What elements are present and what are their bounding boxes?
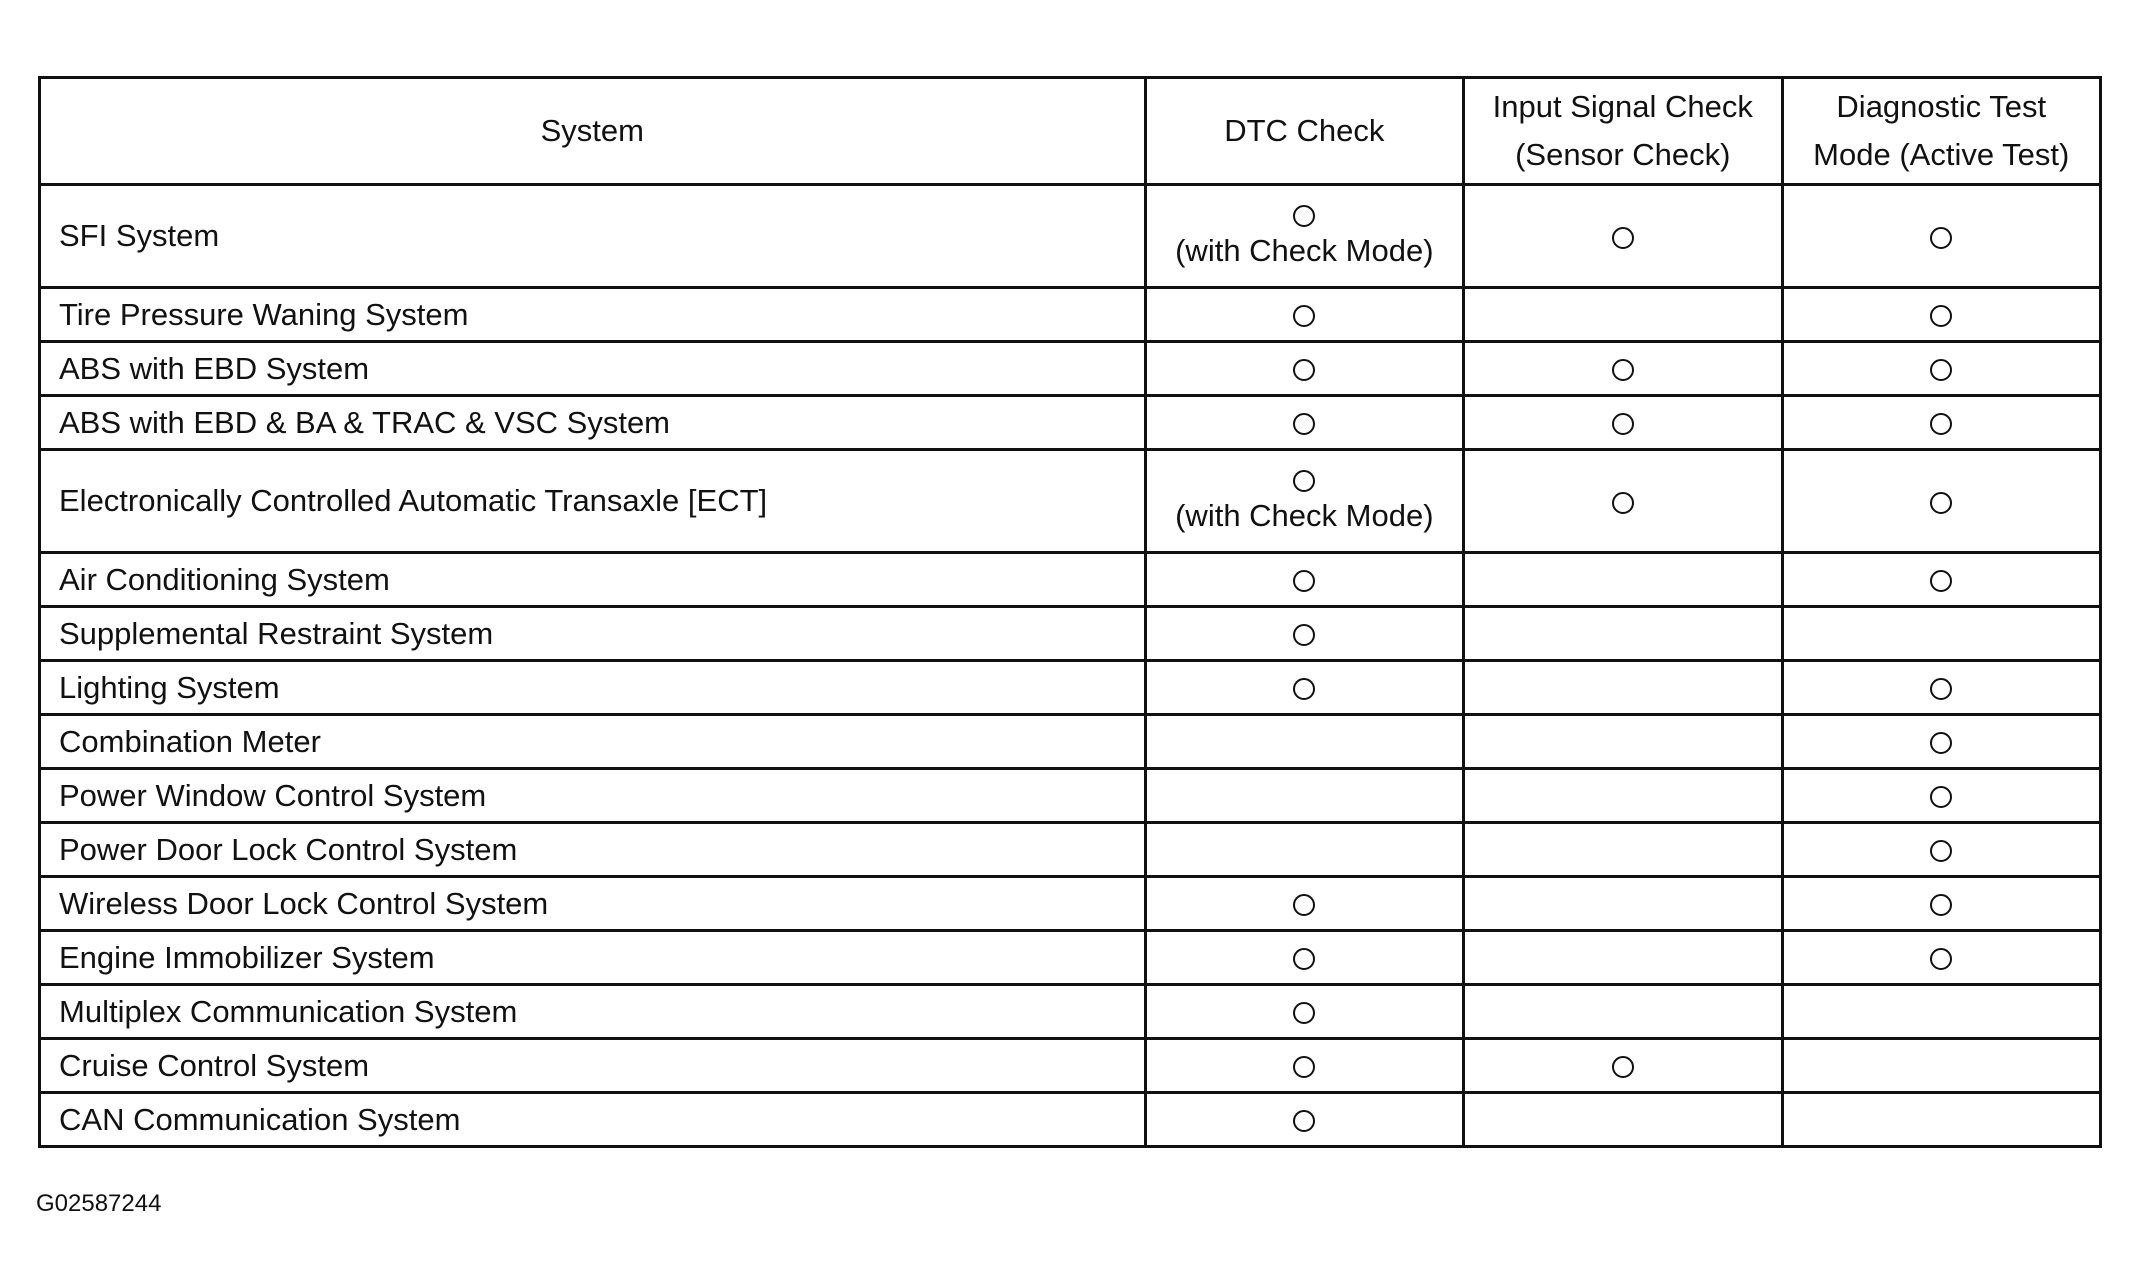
circle-mark-icon xyxy=(1930,570,1952,592)
diagnostic-test-cell xyxy=(1782,715,2101,769)
table-row xyxy=(40,931,2101,985)
circle-mark-icon xyxy=(1930,359,1952,381)
supported-mark-wrap xyxy=(1147,408,1462,438)
input-signal-check-cell xyxy=(1464,553,1782,607)
input-signal-check-cell xyxy=(1464,1039,1782,1093)
supported-mark-wrap xyxy=(1784,889,2100,919)
system-name-cell: SFI System xyxy=(40,185,1146,288)
dtc-check-cell xyxy=(1145,877,1463,931)
supported-mark-wrap xyxy=(1465,1051,1780,1081)
input-signal-check-cell xyxy=(1464,185,1782,288)
supported-mark-wrap xyxy=(1147,889,1462,919)
supported-mark-wrap xyxy=(1784,943,2100,973)
table-row xyxy=(40,185,2101,288)
system-name-cell: CAN Communication System xyxy=(40,1093,1146,1147)
input-signal-check-cell xyxy=(1464,985,1782,1039)
supported-mark-wrap xyxy=(1784,408,2100,438)
dtc-check-cell xyxy=(1145,823,1463,877)
circle-mark-icon xyxy=(1612,1056,1634,1078)
system-name-cell: Electronically Controlled Automatic Transaxle [ECT] xyxy=(40,450,1146,553)
input-signal-check-cell xyxy=(1464,661,1782,715)
input-signal-check-cell xyxy=(1464,1093,1782,1147)
input-signal-check-cell xyxy=(1464,288,1782,342)
supported-mark-wrap xyxy=(1147,619,1462,649)
header-system: System xyxy=(40,78,1146,185)
system-name-cell: Multiplex Communication System xyxy=(40,985,1146,1039)
input-signal-check-cell xyxy=(1464,396,1782,450)
header-diag-line2: Mode (Active Test) xyxy=(1813,137,2070,172)
system-name-cell: Air Conditioning System xyxy=(40,553,1146,607)
dtc-check-cell xyxy=(1145,288,1463,342)
circle-mark-icon xyxy=(1293,413,1315,435)
circle-mark-icon xyxy=(1612,359,1634,381)
diagnosis-function-table xyxy=(38,76,2102,1148)
table-row xyxy=(40,450,2101,553)
table-row xyxy=(40,1093,2101,1147)
diagnostic-test-cell xyxy=(1782,931,2101,985)
diagnostic-test-cell xyxy=(1782,450,2101,553)
header-diag-line1: Diagnostic Test xyxy=(1836,89,2047,124)
table-row xyxy=(40,877,2101,931)
circle-mark-icon xyxy=(1293,948,1315,970)
input-signal-check-cell xyxy=(1464,769,1782,823)
dtc-check-cell xyxy=(1145,553,1463,607)
table-row xyxy=(40,715,2101,769)
circle-mark-icon xyxy=(1930,894,1952,916)
table-row xyxy=(40,1039,2101,1093)
diagnostic-test-cell xyxy=(1782,342,2101,396)
circle-mark-icon xyxy=(1293,1110,1315,1132)
circle-mark-icon xyxy=(1930,413,1952,435)
supported-mark-wrap xyxy=(1465,354,1780,384)
table-body xyxy=(40,185,2101,1147)
input-signal-check-cell xyxy=(1464,607,1782,661)
dtc-check-cell xyxy=(1145,450,1463,553)
header-input-line2: (Sensor Check) xyxy=(1515,137,1731,172)
supported-mark-wrap xyxy=(1147,464,1462,494)
check-mode-note: (with Check Mode) xyxy=(1175,498,1434,533)
diagnostic-test-cell xyxy=(1782,985,2101,1039)
diagnostic-test-cell xyxy=(1782,769,2101,823)
supported-mark-wrap xyxy=(1147,997,1462,1027)
supported-mark-wrap xyxy=(1147,673,1462,703)
system-name-cell: Cruise Control System xyxy=(40,1039,1146,1093)
header-input-signal-check xyxy=(1464,78,1782,185)
dtc-check-cell xyxy=(1145,1039,1463,1093)
supported-mark-wrap xyxy=(1147,1051,1462,1081)
circle-mark-icon xyxy=(1293,678,1315,700)
supported-mark-wrap xyxy=(1147,565,1462,595)
dtc-check-cell xyxy=(1145,396,1463,450)
circle-mark-icon xyxy=(1930,840,1952,862)
dtc-check-cell xyxy=(1145,607,1463,661)
dtc-check-cell xyxy=(1145,985,1463,1039)
circle-mark-icon xyxy=(1293,305,1315,327)
input-signal-check-cell xyxy=(1464,877,1782,931)
supported-mark-wrap xyxy=(1147,354,1462,384)
circle-mark-icon xyxy=(1930,786,1952,808)
supported-mark-wrap xyxy=(1465,221,1780,251)
input-signal-check-cell xyxy=(1464,450,1782,553)
diagnostic-test-cell xyxy=(1782,1039,2101,1093)
system-name-cell: Power Door Lock Control System xyxy=(40,823,1146,877)
input-signal-check-cell xyxy=(1464,342,1782,396)
circle-mark-icon xyxy=(1293,570,1315,592)
dtc-check-cell xyxy=(1145,1093,1463,1147)
diagnostic-test-cell xyxy=(1782,607,2101,661)
supported-mark-wrap xyxy=(1784,221,2100,251)
system-name-cell: Combination Meter xyxy=(40,715,1146,769)
diagnostic-test-cell xyxy=(1782,877,2101,931)
input-signal-check-cell xyxy=(1464,823,1782,877)
circle-mark-icon xyxy=(1930,948,1952,970)
diagnostic-test-cell xyxy=(1782,396,2101,450)
supported-mark-wrap xyxy=(1784,565,2100,595)
circle-mark-icon xyxy=(1293,1002,1315,1024)
circle-mark-icon xyxy=(1612,413,1634,435)
input-signal-check-cell xyxy=(1464,931,1782,985)
diagnostic-test-cell xyxy=(1782,185,2101,288)
supported-mark-wrap xyxy=(1784,486,2100,516)
dtc-check-cell xyxy=(1145,342,1463,396)
supported-mark-wrap xyxy=(1784,781,2100,811)
table-row xyxy=(40,288,2101,342)
diagnostic-test-cell xyxy=(1782,288,2101,342)
circle-mark-icon xyxy=(1293,894,1315,916)
table-row xyxy=(40,607,2101,661)
system-name-cell: Lighting System xyxy=(40,661,1146,715)
circle-mark-icon xyxy=(1293,470,1315,492)
circle-mark-icon xyxy=(1293,359,1315,381)
supported-mark-wrap xyxy=(1784,354,2100,384)
header-diagnostic-test-mode xyxy=(1782,78,2101,185)
supported-mark-wrap xyxy=(1147,1105,1462,1135)
supported-mark-wrap xyxy=(1147,199,1462,229)
supported-mark-wrap xyxy=(1465,408,1780,438)
header-dtc-check: DTC Check xyxy=(1145,78,1463,185)
supported-mark-wrap xyxy=(1147,943,1462,973)
header-input-line1: Input Signal Check xyxy=(1492,89,1753,124)
circle-mark-icon xyxy=(1612,492,1634,514)
circle-mark-icon xyxy=(1930,227,1952,249)
circle-mark-icon xyxy=(1930,678,1952,700)
system-name-cell: Power Window Control System xyxy=(40,769,1146,823)
supported-mark-wrap xyxy=(1147,300,1462,330)
table-row xyxy=(40,769,2101,823)
supported-mark-wrap xyxy=(1784,727,2100,757)
table-row xyxy=(40,553,2101,607)
circle-mark-icon xyxy=(1930,305,1952,327)
table-row xyxy=(40,985,2101,1039)
system-name-cell: Engine Immobilizer System xyxy=(40,931,1146,985)
supported-mark-wrap xyxy=(1784,673,2100,703)
dtc-check-cell xyxy=(1145,769,1463,823)
circle-mark-icon xyxy=(1293,624,1315,646)
system-name-cell: ABS with EBD & BA & TRAC & VSC System xyxy=(40,396,1146,450)
table-header-row xyxy=(40,78,2101,185)
circle-mark-icon xyxy=(1930,732,1952,754)
circle-mark-icon xyxy=(1293,1056,1315,1078)
system-name-cell: Wireless Door Lock Control System xyxy=(40,877,1146,931)
supported-mark-wrap xyxy=(1784,835,2100,865)
table-row xyxy=(40,661,2101,715)
table-row xyxy=(40,396,2101,450)
dtc-check-cell xyxy=(1145,185,1463,288)
figure-code: G02587244 xyxy=(36,1190,162,1217)
input-signal-check-cell xyxy=(1464,715,1782,769)
supported-mark-wrap xyxy=(1784,300,2100,330)
dtc-check-cell xyxy=(1145,715,1463,769)
diagnostic-test-cell xyxy=(1782,661,2101,715)
circle-mark-icon xyxy=(1293,205,1315,227)
system-name-cell: Tire Pressure Waning System xyxy=(40,288,1146,342)
table-row xyxy=(40,342,2101,396)
diagnostic-test-cell xyxy=(1782,823,2101,877)
dtc-check-cell xyxy=(1145,661,1463,715)
system-name-cell: Supplemental Restraint System xyxy=(40,607,1146,661)
circle-mark-icon xyxy=(1612,227,1634,249)
diagnostic-test-cell xyxy=(1782,1093,2101,1147)
system-name-cell: ABS with EBD System xyxy=(40,342,1146,396)
check-mode-note: (with Check Mode) xyxy=(1175,233,1434,268)
table-row xyxy=(40,823,2101,877)
dtc-check-cell xyxy=(1145,931,1463,985)
supported-mark-wrap xyxy=(1465,486,1780,516)
circle-mark-icon xyxy=(1930,492,1952,514)
diagnostic-test-cell xyxy=(1782,553,2101,607)
